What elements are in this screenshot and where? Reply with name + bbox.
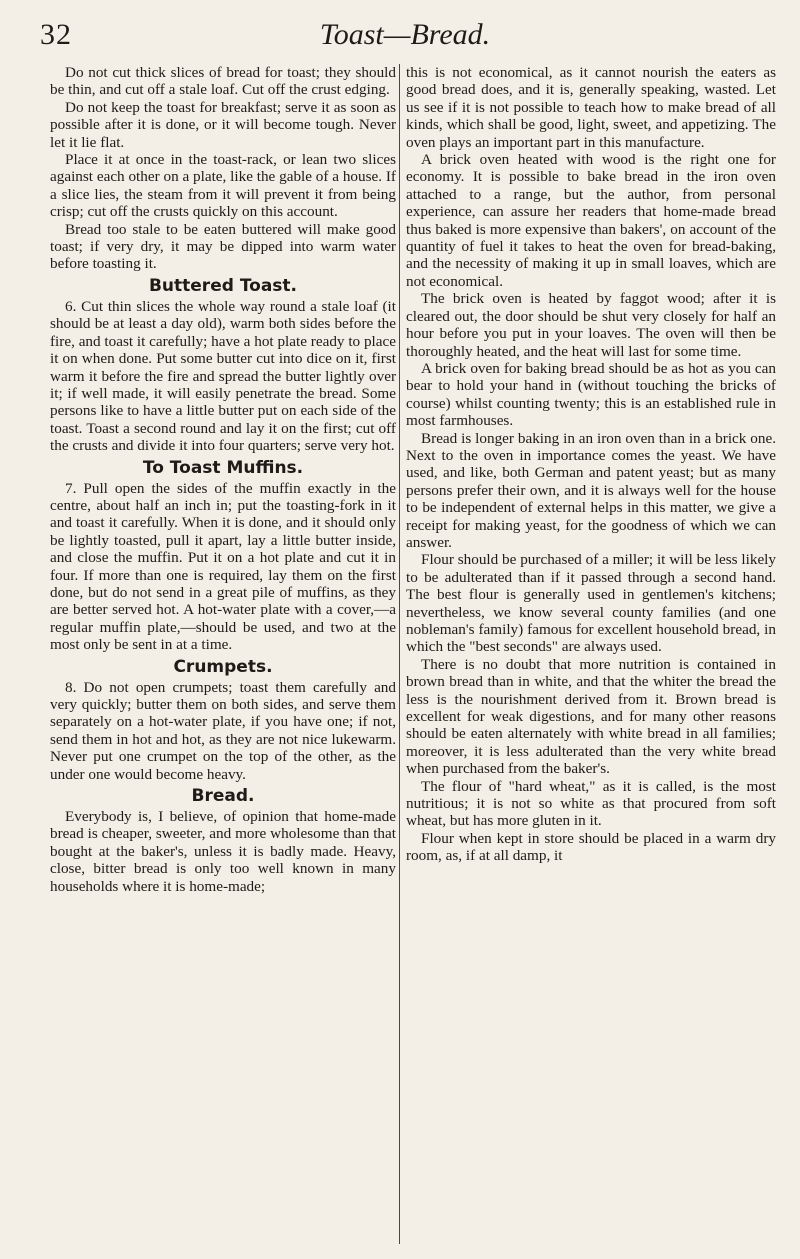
section-heading: To Toast Muffins. <box>142 457 304 478</box>
right-paragraph: There is no doubt that more nutrition is contained in brown bread than in white, and that the whiter the bread the less is the nourishment derived from it. Brown bread is excellent for weak digestions, and for many other reasons should be eaten alternately with white bread in all families; moreover, it is less adulterated than the very white bread when purchased from the baker's. <box>406 655 776 778</box>
right-paragraph: A brick oven heated with wood is the right one for economy. It is possible to bake bread in the iron oven attached to a range, but the author, from personal experience, can assure her readers that home-made bread thus baked is more expensive than bakers', on account of the quantity of fuel it takes to heat the oven for bread-baking, and the necessity of making it up in small loaves, which are not economical. <box>406 151 776 290</box>
section-heading: Bread. <box>191 786 255 807</box>
page-number: 32 <box>40 18 72 51</box>
right-paragraph: this is not economical, as it cannot nourish the eaters as good bread does, and it is, generally speaking, wasted. Let us see if it is not possible to teach how to make bread of all kinds, which shall be good, light, sweet, and appetizing. The oven plays an important part in this manufacture. <box>406 64 776 151</box>
page-header <box>40 16 770 56</box>
left-paragraph: 6. Cut thin slices the whole way round a stale loaf (it should be at least a day old), warm both sides before the fire, and toast it carefully; have a hot plate ready to place it on when done. Put some butter cut into dice on it, first warm it before the fire and spread the butter lightly over it; if well made, it will easily penetrate the bread. Some persons like to have a little butter put on each side of the toast. Toast a second round and lay it on the first; cut off the crusts and divide it into four quarters; serve very hot. <box>50 297 396 455</box>
section-heading: Buttered Toast. <box>148 275 298 296</box>
right-column <box>406 64 776 865</box>
text-columns <box>50 64 780 1249</box>
left-paragraph: Do not cut thick slices of bread for toast; they should be thin, and cut off a stale loaf. Cut off the crust edging. <box>50 64 396 99</box>
right-paragraph: Flour when kept in store should be placed in a warm dry room, as, if at all damp, it <box>406 829 776 865</box>
column-divider <box>399 64 400 1244</box>
left-paragraph: Do not keep the toast for breakfast; serve it as soon as possible after it is done, or it will become tough. Never let it lie flat. <box>50 98 396 151</box>
running-title: Toast—Bread. <box>319 18 491 51</box>
right-paragraph: A brick oven for baking bread should be as hot as you can bear to hold your hand in (without touching the bricks of course) whilst counting twenty; this is an established rule in most farmhouses. <box>406 359 776 430</box>
right-paragraph: The flour of "hard wheat," as it is called, is the most nutritious; it is not so white as that procured from soft wheat, but has more gluten in it. <box>406 777 776 830</box>
section-heading: Crumpets. <box>173 656 273 677</box>
right-paragraph: The brick oven is heated by faggot wood; after it is cleared out, the door should be shut very closely for half an hour before you put in your loaves. The oven will then be thoroughly heated, and the heat will last for some time. <box>406 290 776 360</box>
left-paragraph: Everybody is, I believe, of opinion that home-made bread is cheaper, sweeter, and more wholesome than that bought at the baker's, unless it is badly made. Heavy, close, bitter bread is only too well known in many households where it is home-made; <box>50 808 396 895</box>
left-column <box>50 64 396 895</box>
right-paragraph: Bread is longer baking in an iron oven than in a brick one. Next to the oven in importance comes the yeast. We have used, and like, both German and patent yeast; but as many persons prefer their own, and it is always well for the house to be independent of external helps in this matter, we give a receipt for making yeast, for the goodness of which we can answer. <box>406 429 776 551</box>
left-paragraph: Place it at once in the toast-rack, or lean two slices against each other on a plate, like the gable of a house. If a slice lies, the steam from it will prevent it from being crisp; cut off the crusts quickly on this account. <box>50 151 396 221</box>
left-paragraph: Bread too stale to be eaten buttered will make good toast; if very dry, it may be dipped into warm water before toasting it. <box>50 220 396 273</box>
left-paragraph: 7. Pull open the sides of the muffin exactly in the centre, about half an inch in; put the toasting-fork in it and toast it carefully. When it is done, and it should only be lightly toasted, pull it apart, lay a little butter inside, and close the muffin. Put it on a hot plate and cut it in four. If more than one is required, lay them on the first done, but do not send in a great pile of muffins, as they are better served hot. A hot-water plate with a cover,—a regular muffin plate,—should be used, and two at the most only be sent in at a time. <box>50 479 396 654</box>
left-paragraph: 8. Do not open crumpets; toast them carefully and very quickly; butter them on both sides, and serve them separately on a hot-water plate, if you have one; if not, send them in hot and hot, as they are not nice lukewarm. Never put one crumpet on the top of the other, as the under one would become heavy. <box>50 678 396 783</box>
right-paragraph: Flour should be purchased of a miller; it will be less likely to be adulterated than if it passed through a second hand. The best flour is generally used in gentlemen's kitchens; nevertheless, we know several county families (and one nobleman's family) famous for excellent household bread, in which the "best seconds" are always used. <box>406 551 776 656</box>
